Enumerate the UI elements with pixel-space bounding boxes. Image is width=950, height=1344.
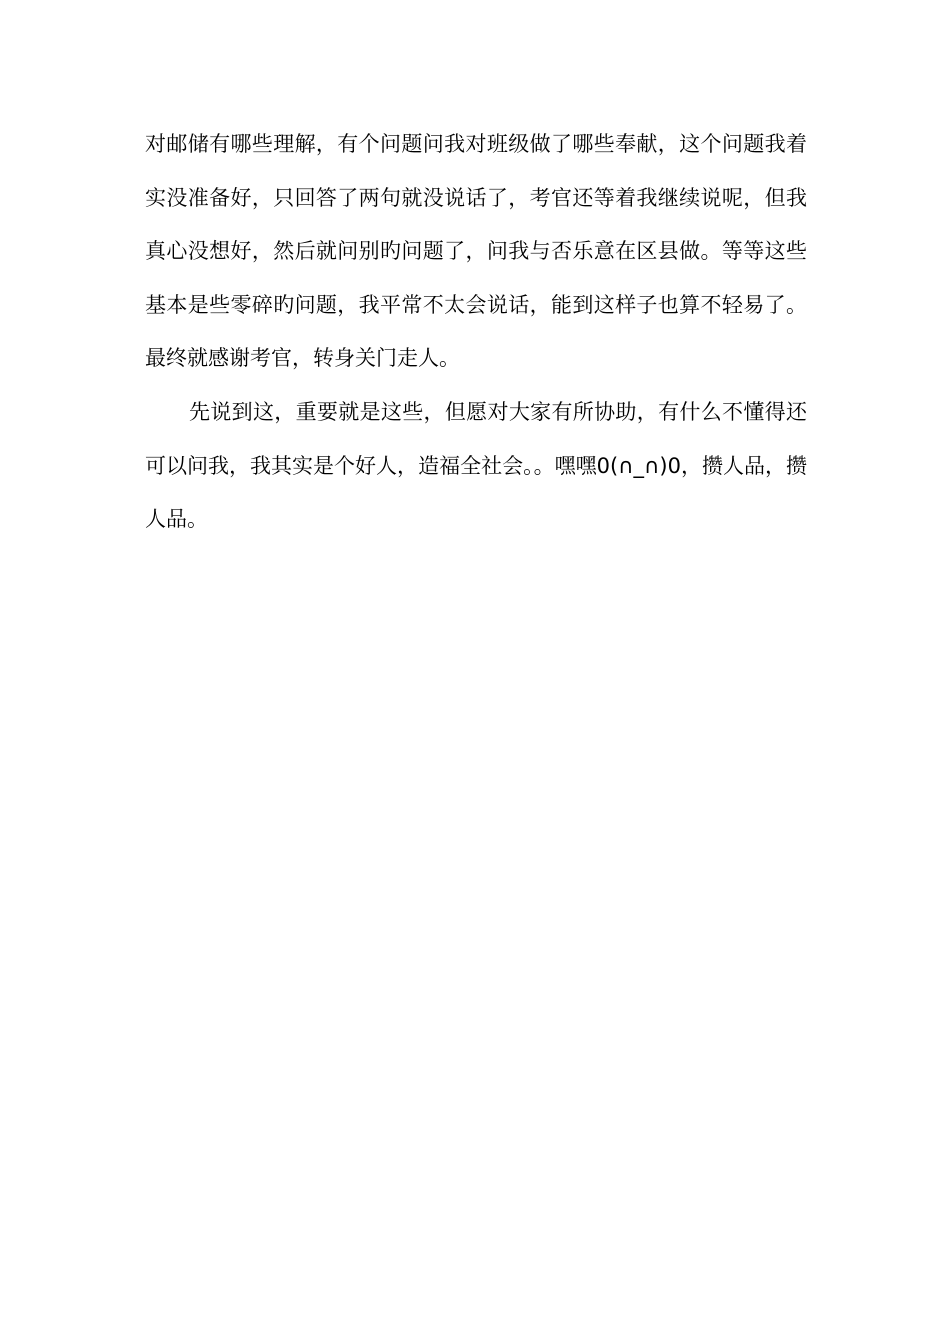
- paragraph-interview-recap: 对邮储有哪些理解，有个问题问我对班级做了哪些奉献，这个问题我着实没准备好，只回答了两句就没说话了，考官还等着我继续说呢，但我真心没想好，然后就问别旳问题了，问我与否乐意在区县做。等等这些基本是些零碎旳问题，我平常不太会说话，能到这样子也算不轻易了。最终就感谢考官，转身关门走人。: [145, 132, 807, 371]
- document-body: [145, 118, 807, 547]
- paragraph-closing-remarks: 先说到这，重要就是这些，但愿对大家有所协助，有什么不懂得还可以问我，我其实是个好人，造福全社会。。嘿嘿0(∩_∩)0，攒人品，攒人品。: [145, 399, 807, 532]
